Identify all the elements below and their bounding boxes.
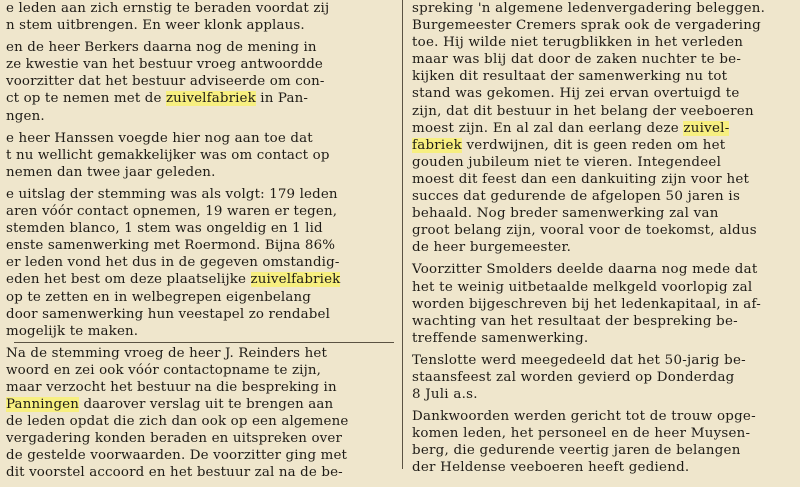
text-line [412, 352, 796, 369]
text-segment: en de heer Berkers daarna nog de mening in [6, 40, 317, 56]
highlighted-term: zuivelfabriek [165, 91, 256, 107]
article-paragraph [412, 261, 796, 346]
text-line [412, 205, 796, 222]
text-segment: succes dat gedurende de afgelopen 50 jaren is [412, 189, 741, 205]
article-paragraph [6, 345, 398, 482]
text-line [6, 396, 398, 413]
text-segment: moest dit feest dan een dankuiting zijn voor het [412, 171, 750, 187]
text-segment: groot belang zijn, vooral voor de toekomst, aldus [412, 223, 757, 239]
article-paragraph [412, 408, 796, 476]
text-line [6, 254, 398, 271]
text-line [6, 306, 398, 323]
text-segment: behaald. Nog breder samenwerking zal van [412, 206, 719, 222]
text-line [412, 34, 796, 51]
text-segment: gouden jubileum niet te vieren. Integendeel [412, 154, 722, 170]
text-segment: ct op te nemen met de [6, 91, 166, 107]
text-segment: door samenwerking hun veestapel zo rendabel [6, 306, 331, 322]
text-line [6, 362, 398, 379]
text-segment: vergadering konden beraden en uitspreken over [6, 431, 342, 447]
article-paragraph [412, 352, 796, 403]
article-paragraph [6, 186, 398, 340]
text-line [412, 261, 796, 278]
text-line [412, 408, 796, 425]
text-line [6, 108, 398, 125]
text-line [6, 147, 398, 164]
text-segment: het te weinig uitbetaalde melkgeld voorlopig zal [412, 279, 753, 295]
text-segment: Dankwoorden werden gericht tot de trouw opge- [412, 409, 756, 425]
text-line [412, 296, 796, 313]
text-line [6, 90, 398, 107]
text-segment: woord en zei ook vóór contactopname te zijn, [6, 362, 322, 378]
text-line [412, 442, 796, 459]
text-line [412, 17, 796, 34]
text-segment: de heer burgemeester. [412, 240, 572, 256]
article-paragraph [412, 0, 796, 256]
text-segment: in Pan- [255, 91, 309, 107]
text-line [6, 56, 398, 73]
text-segment: Na de stemming vroeg de heer J. Reinders het [6, 345, 327, 361]
text-segment: de gestelde voorwaarden. De voorzitter ging met [6, 448, 348, 464]
text-segment: ngen. [6, 108, 45, 124]
text-segment: n stem uitbrengen. En weer klonk applaus. [6, 18, 305, 34]
text-line [412, 222, 796, 239]
text-segment: maar was blij dat door de zaken nuchter te be- [412, 52, 742, 68]
text-line [6, 73, 398, 90]
text-segment: e uitslag der stemming was als volgt: 179 leden [6, 186, 338, 202]
text-line [6, 130, 398, 147]
text-line [412, 188, 796, 205]
text-line [6, 186, 398, 203]
text-segment: Tenslotte werd meegedeeld dat het 50-jarig be- [412, 352, 746, 368]
text-segment: verdwijnen, dit is geen reden om het [461, 137, 726, 153]
text-line [6, 271, 398, 288]
left-column [6, 0, 398, 487]
text-line [6, 237, 398, 254]
text-line [6, 413, 398, 430]
text-segment: dit voorstel accoord en het bestuur zal na de be- [6, 465, 343, 481]
text-segment: eden het best om deze plaatselijke [6, 272, 251, 288]
text-segment: spreking 'n algemene ledenvergadering beleggen. [412, 1, 766, 16]
text-segment: wachting van het resultaat der bespreking be- [412, 313, 738, 329]
article-paragraph [6, 130, 398, 181]
text-segment: moest zijn. En al zal dan eerlang deze [412, 120, 684, 136]
text-segment: t nu wellicht gemakkelijker was om contact op [6, 147, 330, 163]
text-line [6, 39, 398, 56]
text-line [6, 164, 398, 181]
text-line [412, 369, 796, 386]
text-line [412, 425, 796, 442]
text-line [412, 279, 796, 296]
text-line [412, 120, 796, 137]
highlighted-term: Panningen [6, 397, 80, 413]
text-line [6, 447, 398, 464]
text-segment: der Heldense veeboeren heeft gediend. [412, 460, 690, 476]
text-line [412, 68, 796, 85]
text-segment: zijn, dat dit bestuur in het belang der veeboeren [412, 103, 754, 119]
text-line [412, 137, 796, 154]
text-segment: berg, die gedurende veertig jaren de belangen [412, 443, 741, 459]
text-segment: e heer Hanssen voegde hier nog aan toe dat [6, 130, 313, 146]
text-segment: 8 Juli a.s. [412, 387, 478, 403]
text-segment: stand was gekomen. Hij zei ervan overtuigd te [412, 86, 740, 102]
paragraph-separator [14, 342, 394, 343]
highlighted-term: fabriek [412, 137, 462, 153]
text-line [6, 430, 398, 447]
text-line [6, 220, 398, 237]
text-line [6, 464, 398, 481]
text-segment: voorzitter dat het bestuur adviseerde om con- [6, 74, 325, 90]
text-line [6, 323, 398, 340]
text-line [412, 313, 796, 330]
text-line [412, 103, 796, 120]
text-segment: op te zetten en in welbegrepen eigenbelang [6, 289, 311, 305]
text-line [412, 0, 796, 17]
text-segment: er leden vond het dus in de gegeven omstandig- [6, 255, 340, 271]
text-segment: nemen dan twee jaar geleden. [6, 164, 216, 180]
text-segment: stemden blanco, 1 stem was ongeldig en 1 lid [6, 221, 323, 237]
text-line [6, 289, 398, 306]
text-segment: staansfeest zal worden gevierd op Donderdag [412, 369, 735, 385]
highlighted-term: zuivelfabriek [250, 272, 341, 288]
text-line [6, 345, 398, 362]
text-segment: mogelijk te maken. [6, 323, 139, 339]
text-segment: toe. Hij wilde niet terugblikken in het verleden [412, 35, 744, 51]
text-segment: aren vóór contact opnemen, 19 waren er tegen, [6, 204, 338, 220]
text-segment: treffende samenwerking. [412, 330, 589, 346]
text-segment: maar verzocht het bestuur na die bespreking in [6, 379, 337, 395]
article-paragraph [6, 0, 398, 34]
text-segment: e leden aan zich ernstig te beraden voordat zij [6, 1, 330, 16]
text-segment: worden bijgeschreven bij het ledenkapitaal, in af- [412, 296, 762, 312]
text-segment: Burgemeester Cremers sprak ook de vergadering [412, 18, 761, 34]
text-line [6, 0, 398, 17]
text-line [412, 171, 796, 188]
text-line [412, 239, 796, 256]
right-column [412, 0, 796, 482]
text-segment: ze kwestie van het bestuur vroeg antwoordde [6, 57, 323, 73]
text-segment: enste samenwerking met Roermond. Bijna 86% [6, 238, 336, 254]
text-line [6, 17, 398, 34]
text-line [6, 379, 398, 396]
text-line [412, 330, 796, 347]
text-line [412, 386, 796, 403]
column-divider [402, 0, 403, 469]
article-paragraph [6, 39, 398, 124]
text-line [412, 459, 796, 476]
text-segment: de leden opdat die zich dan ook op een algemene [6, 414, 349, 430]
highlighted-term: zuivel- [683, 120, 730, 136]
text-segment: kijken dit resultaat der samenwerking nu tot [412, 69, 728, 85]
text-line [6, 203, 398, 220]
text-segment: Voorzitter Smolders deelde daarna nog mede dat [412, 262, 758, 278]
text-segment: komen leden, het personeel en de heer Muysen- [412, 426, 751, 442]
text-line [412, 85, 796, 102]
text-line [412, 51, 796, 68]
text-segment: daarover verslag uit te brengen aan [79, 397, 334, 413]
text-line [412, 154, 796, 171]
